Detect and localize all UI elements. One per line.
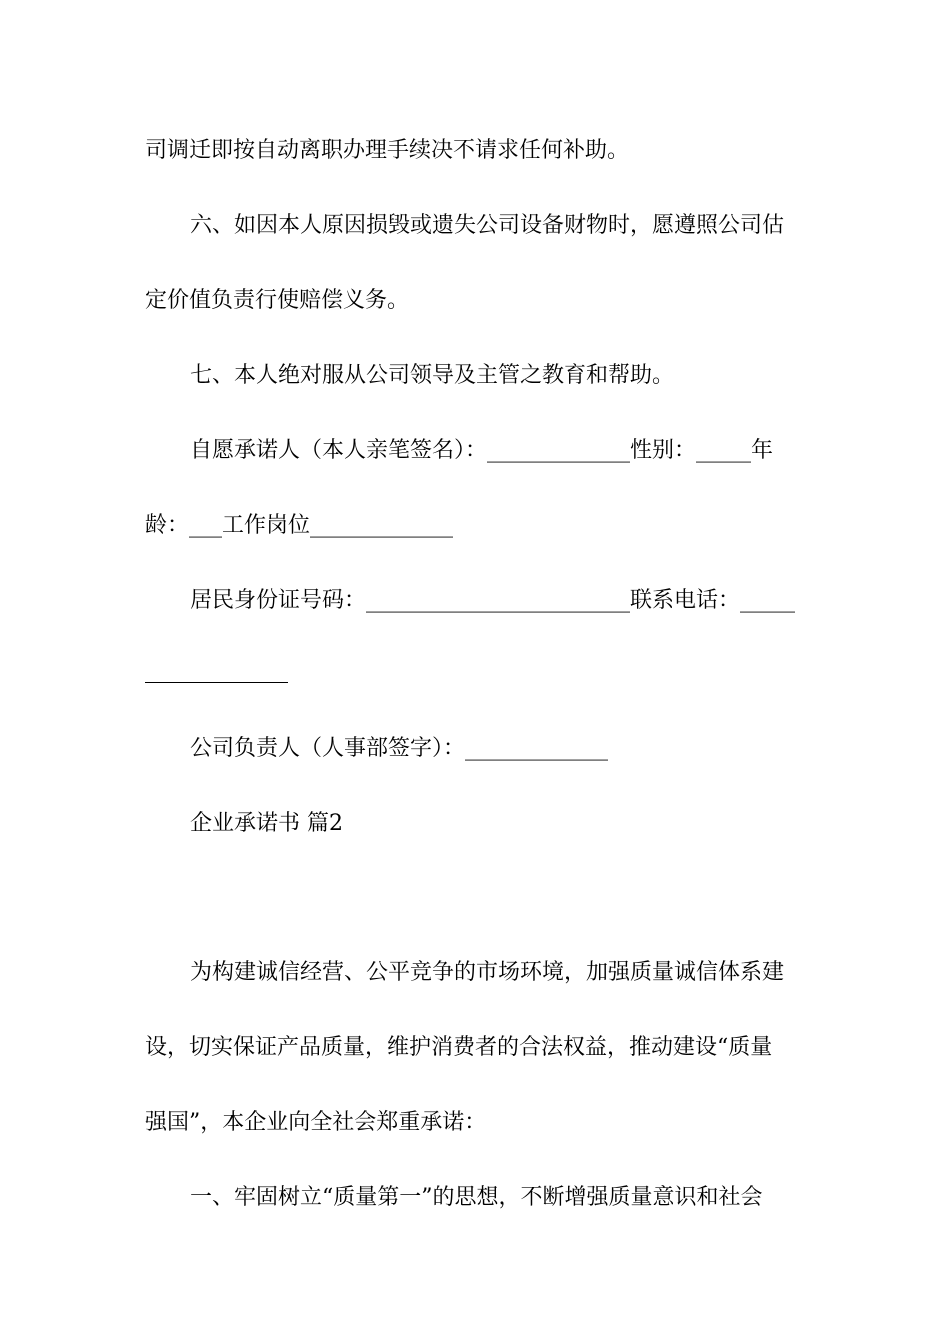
text-line: 设，切实保证产品质量，维护消费者的合法权益，推动建设“质量 [145, 1035, 773, 1060]
signature-field-line: 自愿承诺人（本人亲笔签名）：_____________性别：_____年 [190, 438, 774, 463]
company-signature-line: 公司负责人（人事部签字）：_____________ [190, 736, 609, 761]
id-phone-field-line: 居民身份证号码：________________________联系电话：_____ [190, 588, 796, 613]
text-line: 定价值负责行使赔偿义务。 [145, 288, 410, 313]
text-line: 六、如因本人原因损毁或遗失公司设备财物时，愿遵照公司估 [190, 213, 785, 238]
blank-underline [145, 682, 288, 683]
section-heading: 企业承诺书 篇2 [190, 811, 343, 836]
text-line: 一、牢固树立“质量第一”的思想，不断增强质量意识和社会 [190, 1185, 763, 1210]
text-line: 司调迁即按自动离职办理手续决不请求任何补助。 [145, 138, 630, 163]
text-line: 强国”，本企业向全社会郑重承诺： [145, 1110, 487, 1135]
text-line: 为构建诚信经营、公平竞争的市场环境，加强质量诚信体系建 [190, 960, 785, 985]
text-line: 七、本人绝对服从公司领导及主管之教育和帮助。 [190, 363, 675, 388]
signature-field-line: 龄：___工作岗位_____________ [145, 513, 454, 538]
